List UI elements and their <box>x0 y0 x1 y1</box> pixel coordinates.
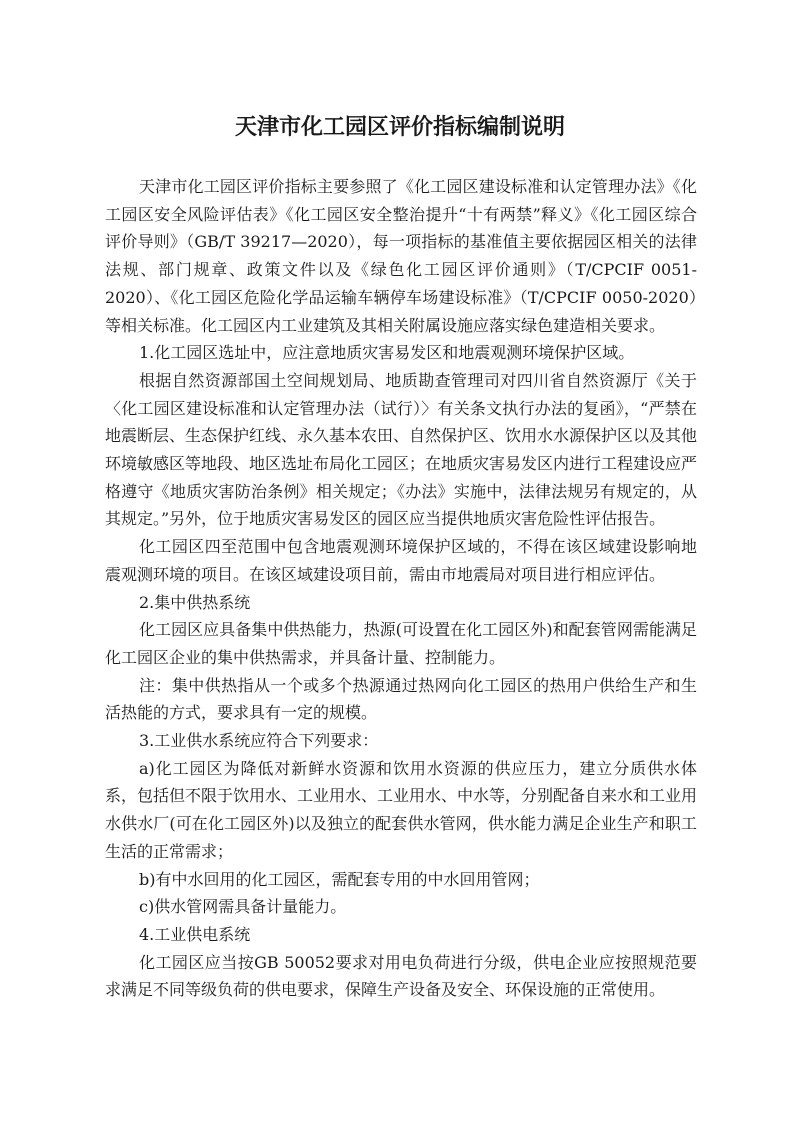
paragraph-3b: b)有中水回用的化工园区，需配套专用的中水回用管网； <box>139 869 540 889</box>
paragraph-2-note: 注：集中供热指从一个或多个热源通过热网向化工园区的热用户供给生产和生活热能的方式，要求具有一定的规模。 <box>105 675 697 723</box>
document-title: 天津市化工园区评价指标编制说明 <box>234 115 565 140</box>
section-heading-2: 2.集中供热系统 <box>139 592 251 612</box>
section-heading-3: 3.工业供水系统应符合下列要求： <box>139 731 379 751</box>
paragraph-1a: 根据自然资源部国土空间规划局、地质勘查管理司对四川省自然资源厅《关于〈化工园区建设标准和认定管理办法（试行）〉有关条文执行办法的复函》，“严禁在地震断层、生态保护红线、永久基本农田、自然保护区、饮用水水源保护区以及其他环境敏感区等地段、地区选址布局化工园区；在地质灾害易发区内进行工程建设应严格遵守《地质灾害防治条例》相关规定；《办法》实施中，法律法规另有规定的，从其规定。”另外，位于地质灾害易发区的园区应当提供地质灾害危险性评估报告。 <box>105 370 698 529</box>
paragraph-3a: a)化工园区为降低对新鲜水资源和饮用水资源的供应压力，建立分质供水体系，包括但不限于饮用水、工业用水、工业用水、中水等，分别配备自来水和工业用水供水厂(可在化工园区外)以及独立的配套供水管网，供水能力满足企业生产和职工生活的正常需求； <box>105 758 698 861</box>
paragraph-1b: 化工园区四至范围中包含地震观测环境保护区域的，不得在该区域建设影响地震观测环境的项目。在该区域建设项目前，需由市地震局对项目进行相应评估。 <box>105 537 697 584</box>
section-heading-4: 4.工业供电系统 <box>139 924 251 944</box>
paragraph-3c: c)供水管网需具备计量能力。 <box>139 897 347 917</box>
paragraph-4a: 化工园区应当按GB 50052要求对用电负荷进行分级，供电企业应按照规范要求满足不同等级负荷的供电要求，保障生产设备及安全、环保设施的正常使用。 <box>105 952 697 1000</box>
document-body <box>105 173 697 1004</box>
paragraph-2a: 化工园区应具备集中供热能力，热源(可设置在化工园区外)和配套管网需能满足化工园区企业的集中供热需求，并具备计量、控制能力。 <box>105 620 697 667</box>
paragraph-intro: 天津市化工园区评价指标主要参照了《化工园区建设标准和认定管理办法》《化工园区安全风险评估表》《化工园区安全整治提升“十有两禁”释义》《化工园区综合评价导则》（GB/T 39217—2020），每一项指标的基准值主要依据园区相关的法律法规、部门规章、政策文件以及《绿色化工园区评价通则》（T/CPCIF 0051-2020）、《化工园区危险化学品运输车辆停车场建设标准》（T/CPCIF 0050-2020）等相关标准。化工园区内工业建筑及其相关附属设施应落实绿色建造相关要求。 <box>105 177 697 335</box>
section-heading-1: 1.化工园区选址中，应注意地质灾害易发区和地震观测环境保护区域。 <box>139 343 635 363</box>
